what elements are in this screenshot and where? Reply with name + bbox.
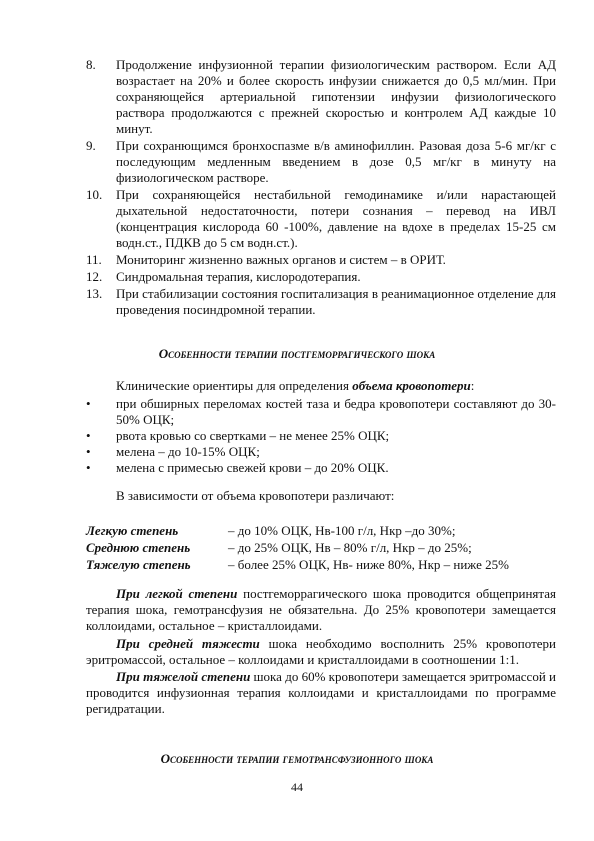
list-item-text: При стабилизации состояния госпитализация в реанимационное отделение для проведения посиндромной терапии. [116, 286, 556, 317]
list-item [86, 187, 556, 251]
page-number: 44 [291, 780, 303, 794]
degree-name: Легкую степень [86, 523, 179, 538]
list-item-text: Синдромальная терапия, кислородотерапия. [116, 269, 361, 284]
numbered-list [86, 57, 556, 319]
bullet-list [86, 396, 556, 476]
bullet-symbol: • [86, 396, 91, 411]
section-heading-hemotransfusion: Особенности терапии гемотрансфузионного шока [160, 751, 434, 766]
degree-row [86, 522, 556, 539]
list-item [86, 138, 556, 186]
paragraph-light [86, 586, 556, 634]
list-item-text: При сохраняющейся нестабильной гемодинамике и/или нарастающей дыхательной недостаточности, потери сознания – перевод на ИВЛ (концентрация кислорода 60 -100%, давление на вдохе в пределах 15-25 см водн.ст., ПДКВ до 5 см водн.ст.). [116, 187, 556, 250]
degree-row [86, 556, 556, 573]
list-item [86, 269, 556, 285]
paragraph-heavy [86, 669, 556, 717]
bullet-item [86, 460, 556, 476]
degrees-list [86, 522, 556, 573]
degree-row [86, 539, 556, 556]
paragraph-medium [86, 636, 556, 668]
list-item-text: При сохранющимся бронхоспазме в/в аминофиллин. Разовая доза 5-6 мг/кг с последующим медленным введением в дозе 0,5 мг/кг в минуту на физиологическом растворе. [116, 138, 556, 185]
bullet-text: рвота кровью со свертками – не менее 25% ОЦК; [116, 428, 390, 443]
list-item-number: 8. [86, 57, 96, 72]
degree-name: Среднюю степень [86, 540, 191, 555]
bullet-text: при обширных переломах костей таза и бедра кровопотери составляют до 30-50% ОЦК; [116, 396, 556, 427]
list-item-text: Продолжение инфузионной терапии физиологическим раствором. Если АД возрастает на 20% и более скорость инфузии снижается до 0,5 мл/мин. При сохраняющейся артериальной гипотензии инфузии физиологического раствора продолжаются с прежней скоростью и контролем АД каждые 10 минут. [116, 57, 556, 136]
section-heading-posthemorrhagic: Особенности терапии постгеморрагического шока [158, 346, 436, 361]
bullet-item [86, 444, 556, 460]
list-item-text: Мониторинг жизненно важных органов и систем – в ОРИТ. [116, 252, 446, 267]
bullet-item [86, 428, 556, 444]
degree-name: Тяжелую степень [86, 557, 191, 572]
degree-value: – до 10% ОЦК, Нв-100 г/л, Нкр –до 30%; [228, 523, 456, 538]
list-item-number: 13. [86, 286, 103, 301]
paragraph-light-lead: При легкой степени [116, 586, 238, 601]
list-item [86, 57, 556, 137]
bullet-symbol: • [86, 460, 91, 475]
bullet-symbol: • [86, 444, 91, 459]
list-item [86, 252, 556, 268]
bullet-text: мелена – до 10-15% ОЦК; [116, 444, 260, 459]
paragraph-medium-lead: При средней тяжести [116, 636, 260, 651]
paragraph-medium-text: шока необходимо восполнить 25% кровопотери эритромассой, остальное – коллоидами и кристаллоидами в соотношении 1:1. [86, 636, 556, 667]
distinguish-text: В зависимости от объема кровопотери различают: [116, 488, 395, 503]
criteria-bold: объема кровопотери [352, 378, 471, 393]
bullet-symbol: • [86, 428, 91, 443]
list-item [86, 286, 556, 318]
list-item-number: 10. [86, 187, 103, 202]
criteria-intro-text: Клинические ориентиры для определения [116, 378, 353, 393]
degree-value: – более 25% ОЦК, Нв- ниже 80%, Нкр – ниже 25% [228, 557, 509, 572]
list-item-number: 9. [86, 138, 96, 153]
list-item-number: 11. [86, 252, 102, 267]
bullet-item [86, 396, 556, 428]
criteria-colon: : [470, 378, 475, 393]
bullet-text: мелена с примесью свежей крови – до 20% ОЦК. [116, 460, 389, 475]
paragraph-light-text: постгеморрагического шока проводится общепринятая терапия шока, гемотрансфузия не обязательна. До 25% кровопотери замещается коллоидами, остальное – кристаллоидами. [86, 586, 556, 633]
paragraph-heavy-text: шока до 60% кровопотери замещается эритромассой и проводится инфузионная терапия коллоидами и кристаллоидами по программе регидратации. [86, 669, 556, 716]
criteria-intro [86, 378, 556, 394]
paragraph-heavy-lead: При тяжелой степени [116, 669, 251, 684]
degree-value: – до 25% ОЦК, Нв – 80% г/л, Нкр – до 25%; [228, 540, 472, 555]
list-item-number: 12. [86, 269, 103, 284]
